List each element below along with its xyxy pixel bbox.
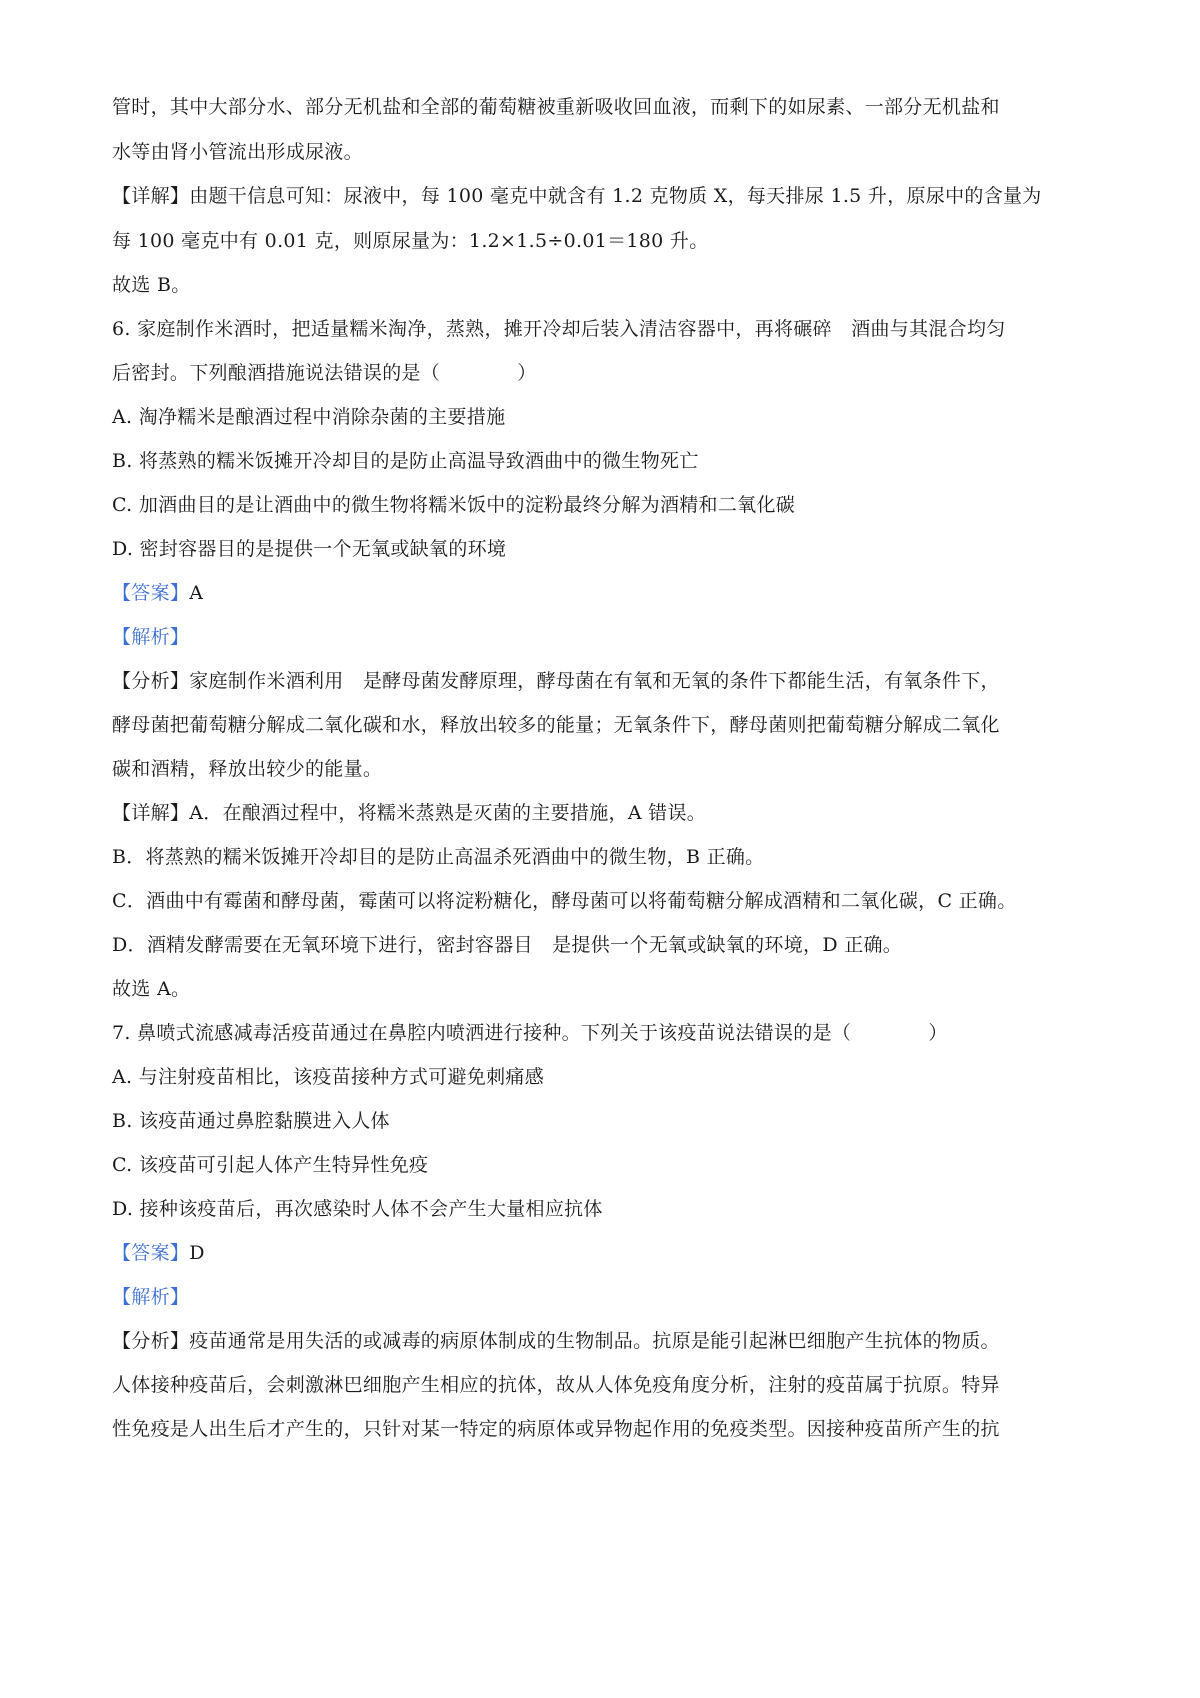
analysis-line: 性免疫是人出生后才产生的，只针对某一特定的病原体或异物起作用的免疫类型。因接种疫苗所产生的抗 <box>112 1418 1000 1440</box>
question-6-option-d: D. 密封容器目的是提供一个无氧或缺氧的环境 <box>112 538 507 560</box>
question-7-option-d: D. 接种该疫苗后，再次感染时人体不会产生大量相应抗体 <box>112 1198 603 1220</box>
question-7-option-b: B. 该疫苗通过鼻腔黏膜进入人体 <box>112 1110 390 1132</box>
question-6-option-c: C. 加酒曲目的是让酒曲中的微生物将糯米饭中的淀粉最终分解为酒精和二氧化碳 <box>112 494 796 516</box>
answer-value: D <box>189 1242 205 1264</box>
analysis-line: 人体接种疫苗后，会刺激淋巴细胞产生相应的抗体，故从人体免疫角度分析，注射的疫苗属于抗原。特异 <box>112 1374 1000 1396</box>
answer-value: A <box>189 582 204 604</box>
paragraph-line: 水等由肾小管流出形成尿液。 <box>112 141 363 163</box>
conclusion-line: 故选 A。 <box>112 978 191 1000</box>
analysis-line: 【分析】疫苗通常是用失活的或减毒的病原体制成的生物制品。抗原是能引起淋巴细胞产生抗体的物质。 <box>112 1330 1000 1352</box>
detail-line: 每 100 毫克中有 0.01 克，则原尿量为：1.2×1.5÷0.01＝180 升。 <box>112 230 709 252</box>
question-7-option-c: C. 该疫苗可引起人体产生特异性免疫 <box>112 1154 429 1176</box>
answer-tag: 【答案】 <box>112 1242 190 1264</box>
paragraph-line: 管时，其中大部分水、部分无机盐和全部的葡萄糖被重新吸收回血液，而剩下的如尿素、一部分无机盐和 <box>112 96 1000 118</box>
question-6-option-a: A. 淘净糯米是酿酒过程中消除杂菌的主要措施 <box>112 406 506 428</box>
answer-line <box>112 580 203 606</box>
question-7-option-a: A. 与注射疫苗相比，该疫苗接种方式可避免刺痛感 <box>112 1066 545 1088</box>
detail-line: C．酒曲中有霉菌和酵母菌，霉菌可以将淀粉糖化，酵母菌可以将葡萄糖分解成酒精和二氧化碳，C 正确。 <box>112 890 1017 912</box>
answer-line <box>112 1240 205 1266</box>
analysis-line: 【分析】家庭制作米酒利用 是酵母菌发酵原理，酵母菌在有氧和无氧的条件下都能生活，有氧条件下， <box>112 670 1000 692</box>
question-6-stem: 6. 家庭制作米酒时，把适量糯米淘净，蒸熟，摊开冷却后装入清洁容器中，再将碾碎 酒曲与其混合均匀 <box>112 318 1006 340</box>
analysis-line: 碳和酒精，释放出较少的能量。 <box>112 758 383 780</box>
conclusion-line: 故选 B。 <box>112 274 191 296</box>
question-6-stem: 后密封。下列酿酒措施说法错误的是（ ） <box>112 362 537 384</box>
analysis-tag: 【解析】 <box>112 1286 190 1308</box>
detail-line: 【详解】由题干信息可知：尿液中，每 100 毫克中就含有 1.2 克物质 X，每天排尿 1.5 升，原尿中的含量为 <box>112 185 1042 207</box>
detail-line: B．将蒸熟的糯米饭摊开冷却目的是防止高温杀死酒曲中的微生物，B 正确。 <box>112 846 765 868</box>
analysis-tag: 【解析】 <box>112 626 190 648</box>
answer-tag: 【答案】 <box>112 582 190 604</box>
analysis-line: 酵母菌把葡萄糖分解成二氧化碳和水，释放出较多的能量；无氧条件下，酵母菌则把葡萄糖分解成二氧化 <box>112 714 1000 736</box>
detail-line: 【详解】A．在酿酒过程中，将糯米蒸熟是灭菌的主要措施，A 错误。 <box>112 802 707 824</box>
question-7-stem: 7. 鼻喷式流感减毒活疫苗通过在鼻腔内喷洒进行接种。下列关于该疫苗说法错误的是（ ） <box>112 1022 948 1044</box>
question-6-option-b: B. 将蒸熟的糯米饭摊开冷却目的是防止高温导致酒曲中的微生物死亡 <box>112 450 699 472</box>
detail-line: D．酒精发酵需要在无氧环境下进行，密封容器目 是提供一个无氧或缺氧的环境，D 正确。 <box>112 934 903 956</box>
